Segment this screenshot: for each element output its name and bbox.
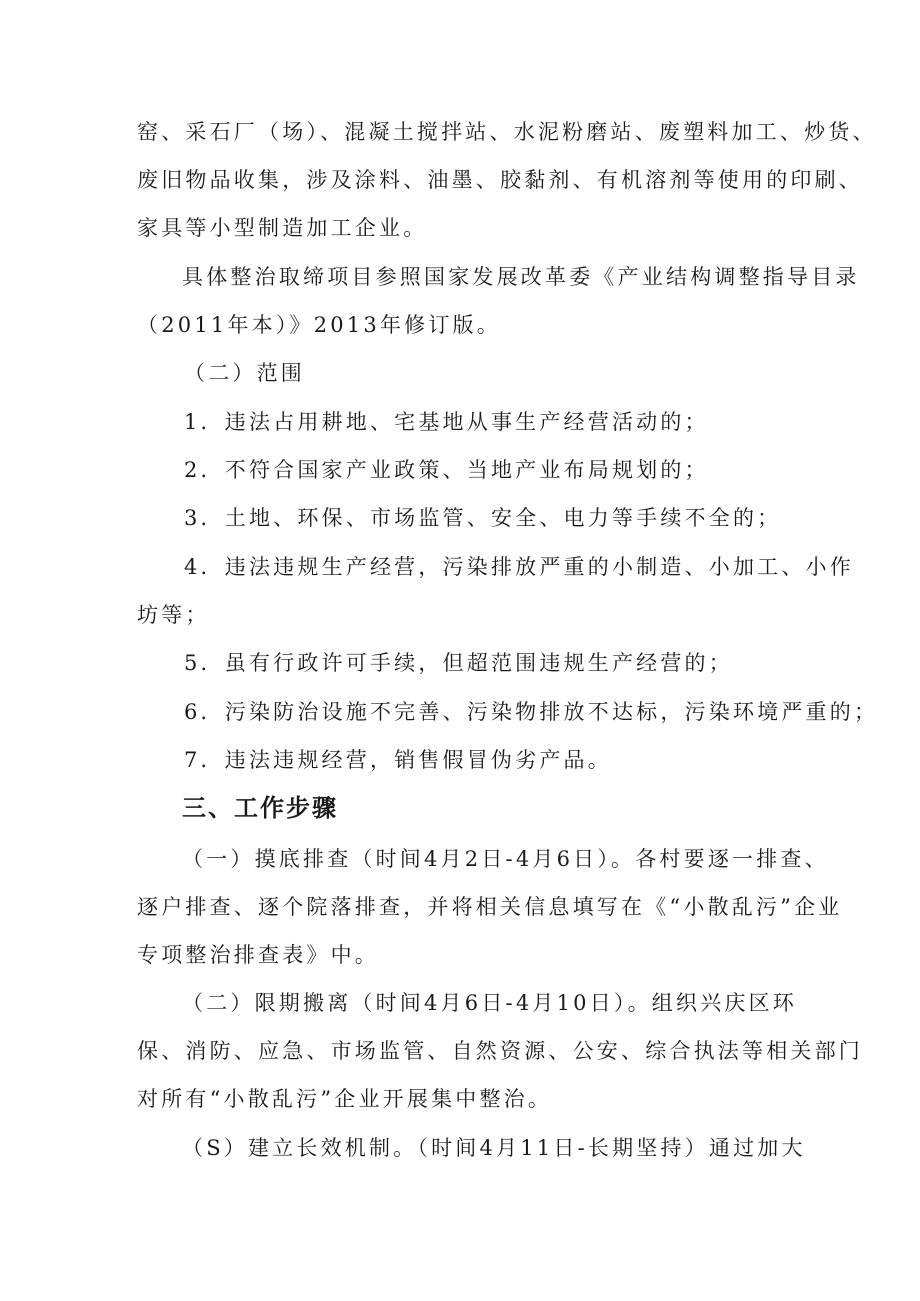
list-item: 6．污染防治设施不完善、污染物排放不达标，污染环境严重的；	[184, 700, 879, 724]
list-item: 3．土地、环保、市场监管、安全、电力等手续不全的；	[184, 506, 782, 530]
section-heading: 三、工作步骤	[182, 794, 338, 822]
paragraph-line: （2011年本）》2013年修订版。	[137, 313, 501, 337]
paragraph-line: 对所有“小散乱污”企业开展集中整治。	[137, 1087, 553, 1111]
paragraph-line: 具体整治取缔项目参照国家发展改革委《产业结构调整指导目录	[182, 265, 860, 289]
list-item-continuation: 坊等；	[137, 603, 210, 627]
list-item: 2．不符合国家产业政策、当地产业布局规划的；	[184, 458, 709, 482]
paragraph-line: 窑、采石厂（场）、混凝土搅拌站、水泥粉磨站、废塑料加工、炒货、	[137, 120, 877, 144]
list-item: 5．虽有行政许可手续，但超范围违规生产经营的；	[184, 651, 733, 675]
list-item: 4．违法违规生产经营，污染排放严重的小制造、小加工、小作	[184, 555, 854, 579]
paragraph-line: 废旧物品收集，涉及涂料、油墨、胶黏剂、有机溶剂等使用的印刷、	[137, 168, 863, 192]
list-item: 7．违法违规经营，销售假冒伪劣产品。	[184, 748, 612, 772]
paragraph-line: 专项整治排查表》中。	[137, 943, 379, 967]
paragraph-line: 家具等小型制造加工企业。	[137, 216, 428, 240]
list-item: 1．违法占用耕地、宅基地从事生产经营活动的；	[184, 410, 709, 434]
paragraph-line: （一）摸底排查（时间4月2日-4月6日）。各村要逐一排查、	[182, 847, 829, 871]
paragraph-line: 保、消防、应急、市场监管、自然资源、公安、综合执法等相关部门	[137, 1039, 863, 1063]
section-subheading: （二）范围	[184, 361, 305, 385]
paragraph-line: （S）建立长效机制。（时间4月11日-长期坚持）通过加大	[182, 1136, 806, 1160]
paragraph-line: （二）限期搬离（时间4月6日-4月10日）。组织兴庆区环	[182, 991, 797, 1015]
paragraph-line: 逐户排查、逐个院落排查，并将相关信息填写在《“小散乱污”企业	[137, 895, 843, 919]
